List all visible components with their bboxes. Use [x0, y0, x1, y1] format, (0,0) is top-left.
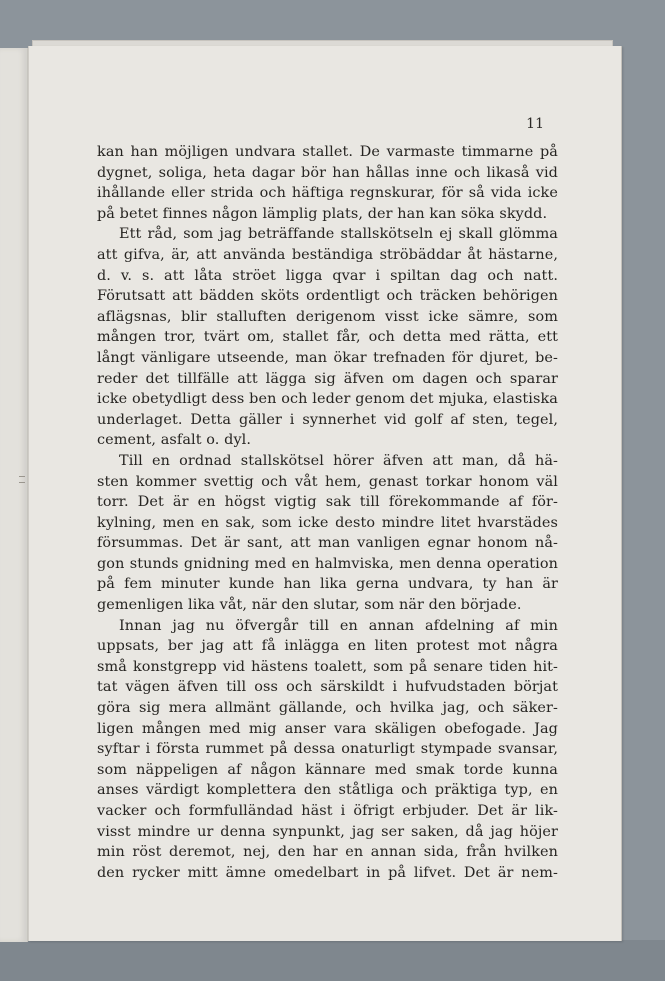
text-line: Till en ordnad stallskötsel hörer äfven att man, då hä-: [119, 452, 558, 469]
text-line: försummas. Det är sant, att man vanligen egnar honom nå-: [97, 535, 558, 552]
text-line: sten kommer svettig och våt hem, genast torkar honom väl: [97, 473, 558, 490]
text-line: Ett råd, som jag beträffande stallskötseln ej skall glömma: [119, 226, 558, 243]
text-line: reder det tillfälle att lägga sig äfven om dagen och sparar: [97, 370, 558, 387]
page-number: 11: [526, 116, 544, 132]
text-line: kylning, men en sak, som icke desto mindre litet hvarstädes: [97, 514, 558, 531]
body-text: [97, 142, 558, 883]
book-page: [28, 46, 622, 941]
background-shadow: [0, 940, 665, 981]
text-line: uppsats, ber jag att få inlägga en liten protest mot några: [97, 638, 558, 655]
text-line: som näppeligen af någon kännare med smak torde kunna: [97, 761, 558, 778]
text-line: mången tror, tvärt om, stallet får, och detta med rätta, ett: [97, 329, 558, 346]
text-line: tat vägen äfven till oss och särskildt i hufvudstaden börjat: [97, 679, 558, 696]
text-line: vacker och formfulländad häst i öfrigt erbjuder. Det är lik-: [97, 803, 558, 819]
text-line: anses värdigt komplettera den ståtliga och präktiga typ, en: [97, 782, 558, 799]
text-line: ihållande eller strida och häftiga regnskurar, för så vida icke: [97, 185, 558, 202]
text-line: visst mindre ur denna synpunkt, jag ser saken, då jag höjer: [97, 823, 558, 840]
text-line: d. v. s. att låta ströet ligga qvar i spiltan dag och natt.: [97, 267, 558, 284]
text-line: små konstgrepp vid hästens toalett, som på senare tiden hit-: [97, 658, 558, 675]
text-line: Innan jag nu öfvergår till en annan afdelning af min: [119, 617, 558, 634]
binding-stitch: [19, 476, 25, 483]
text-line: den rycker mitt ämne omedelbart in på lifvet. Det är nem-: [97, 864, 558, 881]
text-line: gemenligen lika våt, när den slutar, som när den började.: [97, 597, 522, 614]
text-line: syftar i första rummet på dessa onaturligt stympade svansar,: [97, 741, 558, 758]
text-line: icke obetydligt dess ben och leder genom det mjuka, elastiska: [97, 391, 558, 408]
text-line: min röst deremot, nej, den har en annan sida, från hvilken: [97, 844, 558, 861]
left-page-edge: [0, 48, 28, 942]
text-line: dygnet, soliga, heta dagar bör han hållas inne och likaså vid: [97, 164, 558, 181]
text-line: underlaget. Detta gäller i synnerhet vid golf af sten, tegel,: [97, 411, 558, 428]
text-line: göra sig mera allmänt gällande, och hvilka jag, och säker-: [97, 700, 558, 717]
text-line: cement, asfalt o. dyl.: [97, 432, 252, 449]
text-line: torr. Det är en högst vigtig sak till förekommande af för-: [97, 494, 558, 511]
text-line: på fem minuter kunde han lika gerna undvara, ty han är: [97, 576, 558, 593]
text-line: aflägsnas, blir stalluften derigenom visst icke sämre, som: [97, 308, 558, 325]
text-line: ligen mången med mig anser vara skäligen obefogade. Jag: [97, 720, 558, 737]
text-line: Förutsatt att bädden sköts ordentligt och träcken behörigen: [97, 288, 558, 305]
text-line: långt vänligare utseende, man ökar trefnaden för djuret, be-: [97, 349, 558, 366]
text-line: gon stunds gnidning med en halmviska, men denna operation: [97, 555, 558, 572]
text-line: att gifva, är, att använda beständiga ströbäddar åt hästarne,: [97, 246, 558, 263]
text-line: på betet finnes någon lämplig plats, der han kan söka skydd.: [97, 205, 548, 222]
text-line: kan han möjligen undvara stallet. De varmaste timmarne på: [97, 144, 558, 160]
